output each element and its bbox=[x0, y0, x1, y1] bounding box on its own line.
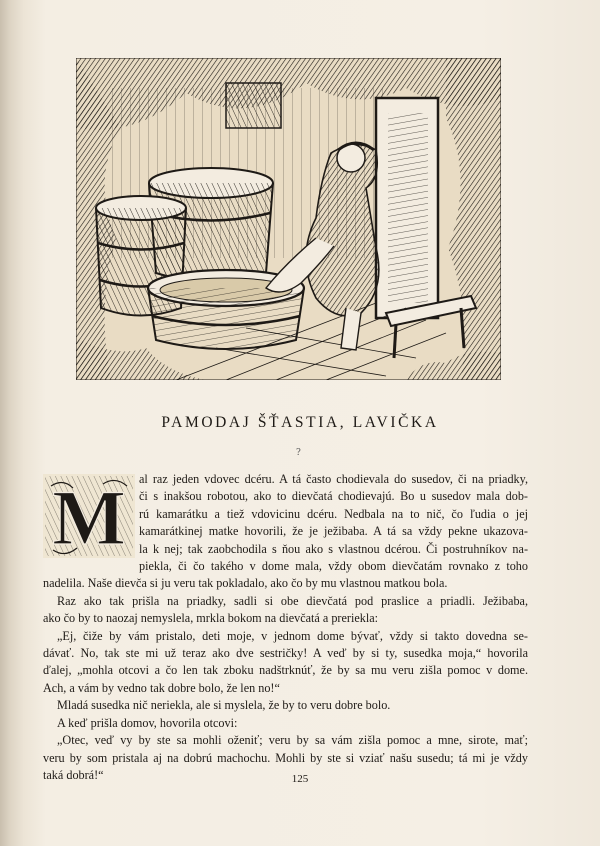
chapter-title: PAMODAJ ŠŤASTIA, LAVIČKA bbox=[161, 414, 439, 431]
ink-drawing bbox=[76, 58, 501, 380]
text-line: kamarátkinej matke hovorili, že je ježibaba. A tá sa vždy pekne ukazova- bbox=[139, 524, 528, 539]
text-line: Ach, a vám by vedno tak dobre bolo, že len no!“ bbox=[43, 680, 280, 695]
text-line: taká dobrá!“ bbox=[43, 767, 104, 782]
text-line: „Otec, veď vy by ste sa mohli oženiť; veru by sa vám zišla pomoc a mne, sirote, mať; bbox=[57, 733, 528, 748]
text-line: nadelila. Naše dievča si ju veru tak pokladalo, ako čo by mu vlastnou matkou bola. bbox=[43, 576, 448, 591]
text-line: la k nej; tak zaobchodila s ňou ako s vlastnou dcérou. Či postruhníkov na- bbox=[139, 541, 528, 556]
story-text bbox=[43, 471, 528, 784]
text-line: ako čo by to naozaj nemyslela, mrkla bokom na dievčatá a preriekla: bbox=[43, 611, 379, 626]
small-mark: ? bbox=[296, 448, 301, 458]
text-line: či s inakšou robotou, ako to dievčatá chodievajú. Bo u susedov mala dob- bbox=[139, 489, 528, 504]
chapter-illustration bbox=[76, 58, 501, 380]
text-line: dávať. No, tak ste mi už teraz ako dve sestričky! A veď by si ty, susedka moja,“ hovorila bbox=[43, 646, 528, 661]
text-line: ďalej, „mohla otcovi a čo len tak zboku nadštrknúť, že by sa mu veru zišla pomoc v dome. bbox=[43, 663, 528, 678]
text-line: A keď prišla domov, hovorila otcovi: bbox=[57, 715, 238, 730]
text-line: Raz ako tak prišla na priadky, sadli si obe dievčatá pod praslice a priadli. Ježibaba, bbox=[57, 593, 528, 608]
text-line: Mladá susedka nič neriekla, ale si myslela, že by to veru dobre bolo. bbox=[57, 698, 391, 713]
text-line: „Ej, čiže by vám pristalo, deti moje, v jednom dome bývať, vždy si takto dovedna se- bbox=[57, 628, 528, 643]
text-line: al raz jeden vdovec dcéru. A tá často chodievala do susedov, či na priadky, bbox=[139, 472, 528, 486]
text-line: rú kamarátku a tiež vdovicinu dcéru. Nedbala na to nič, čo ľudia o jej bbox=[139, 506, 528, 521]
text-line: piekla, či čo takého v dome mala, vždy obom dievčatám rovnako z toho bbox=[139, 559, 528, 574]
drop-cap-letter: M bbox=[52, 474, 126, 558]
page-number: 125 bbox=[291, 773, 309, 785]
text-line: veru by som pristala aj na dobrú machochu. Mohli by ste si vziať našu susedu; tá mi je vždy bbox=[43, 750, 528, 765]
